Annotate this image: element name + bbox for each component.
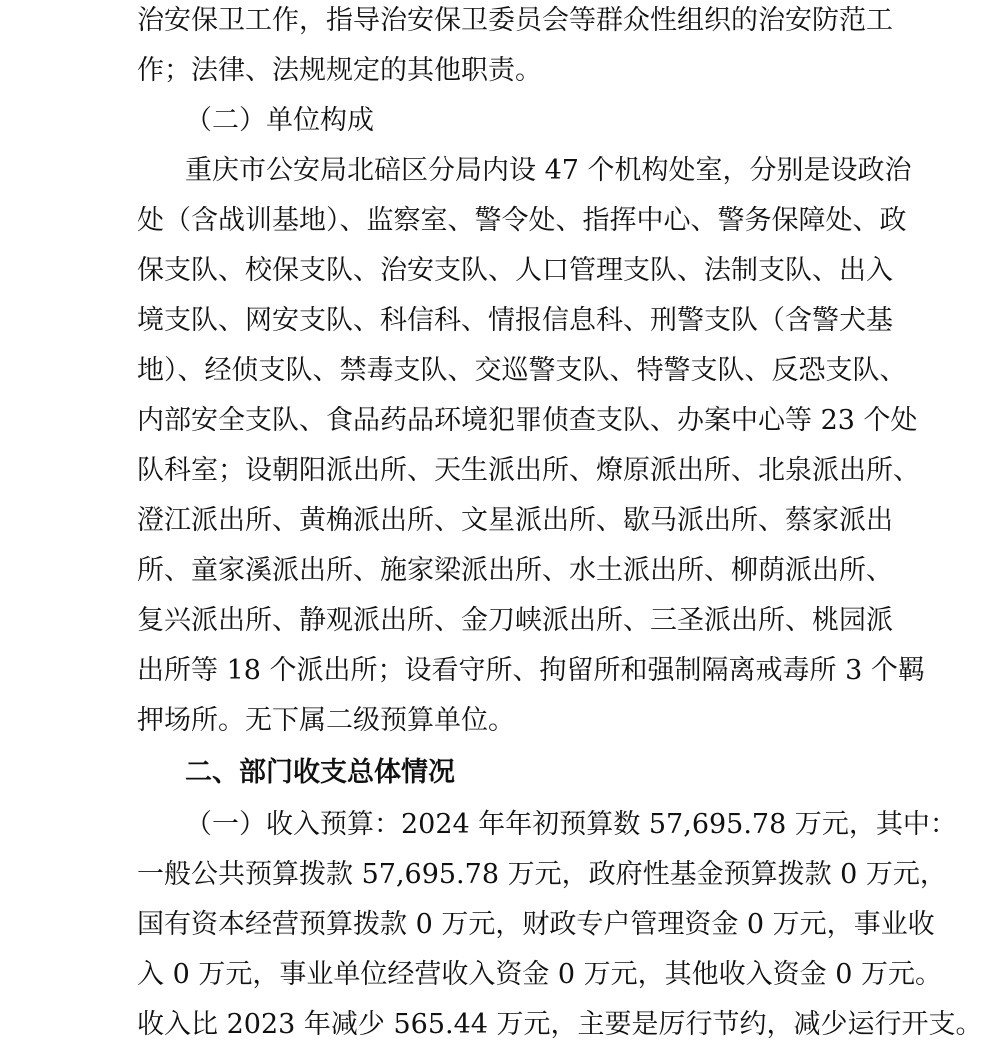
paragraph-line: 所、童家溪派出所、施家梁派出所、水土派出所、柳荫派出所、 [137,555,893,586]
paragraph-line: 入 0 万元，事业单位经营收入资金 0 万元，其他收入资金 0 万元。 [137,959,943,990]
paragraph-line: 一般公共预算拨款 57,695.78 万元，政府性基金预算拨款 0 万元， [137,859,947,890]
paragraph-line: （一）收入预算：2024 年年初预算数 57,695.78 万元，其中： [185,809,957,840]
section-heading: 二、部门收支总体情况 [185,757,455,788]
paragraph-line: 内部安全支队、食品药品环境犯罪侦查支队、办案中心等 23 个处 [137,405,918,436]
section-heading: （二）单位构成 [185,105,374,136]
paragraph-line: 澄江派出所、黄桷派出所、文星派出所、歇马派出所、蔡家派出 [137,505,893,536]
paragraph-line: 地）、经侦支队、禁毒支队、交巡警支队、特警支队、反恐支队、 [137,355,907,386]
paragraph-line: 复兴派出所、静观派出所、金刀峡派出所、三圣派出所、桃园派 [137,605,893,636]
paragraph-line: 境支队、网安支队、科信科、情报信息科、刑警支队（含警犬基 [137,305,893,336]
paragraph-line: 国有资本经营预算拨款 0 万元，财政专户管理资金 0 万元，事业收 [137,909,935,940]
paragraph-line: 收入比 2023 年减少 565.44 万元，主要是厉行节约，减少运行开支。 [137,1009,983,1040]
paragraph-line: 重庆市公安局北碚区分局内设 47 个机构处室，分别是设政治 [185,155,912,186]
paragraph-line: 出所等 18 个派出所；设看守所、拘留所和强制隔离戒毒所 3 个羁 [137,655,925,686]
paragraph-line: 保支队、校保支队、治安支队、人口管理支队、法制支队、出入 [137,255,893,286]
paragraph-line: 押场所。无下属二级预算单位。 [137,705,515,736]
paragraph-line: 队科室；设朝阳派出所、天生派出所、燎原派出所、北泉派出所、 [137,455,920,486]
paragraph-line: 作；法律、法规规定的其他职责。 [137,55,542,86]
paragraph-line: 处（含战训基地）、监察室、警令处、指挥中心、警务保障处、政 [137,205,907,236]
paragraph-line: 治安保卫工作，指导治安保卫委员会等群众性组织的治安防范工 [137,5,893,36]
